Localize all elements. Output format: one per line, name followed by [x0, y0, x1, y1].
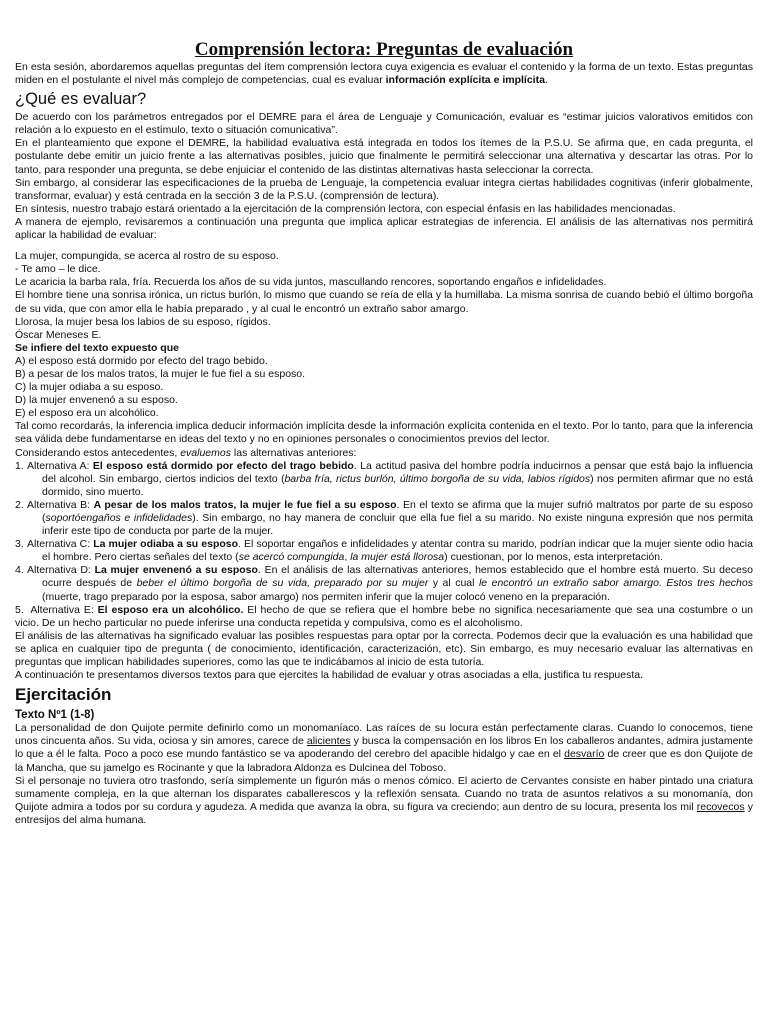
list-item: 2. Alternativa B: A pesar de los malos tratos, la mujer le fue fiel a su esposo. En el texto se afirma que la mujer sufrió maltratos por parte de su esposo (soportóengaños e infidelidades). Sin embargo, no hay manera de concluir que ella fue fiel a su marido. No existe ninguna expresión que nos permita inferir este tipo de conducta por parte de la mujer.: [15, 498, 753, 538]
story-line: - Te amo – le dice.: [15, 263, 101, 276]
question-option: E) el esposo era un alcohólico.: [15, 407, 159, 420]
story-line: La mujer, compungida, se acerca al rostro de su esposo.: [15, 250, 279, 263]
section-heading-ejercitacion: Ejercitación: [15, 685, 112, 705]
exercise-paragraph-2: Si el personaje no tuviera otro trasfondo, sería simplemente un figurón más o menos cómico. El acierto de Cervantes consiste en haber pintado una criatura sumamente compleja, en la que alternan los disparates caballerescos y la reflexión sensata. Cuando no trata de asuntos relativos a su monomanía, don Quijote admira a todos por su cordura y agudeza. A medida que avanza la obra, su figura va creciendo; aun dentro de su locura, presenta los mil recovecos y entresijos del alma humana.: [15, 774, 753, 826]
texto-label: Texto Nº1 (1-8): [15, 709, 95, 722]
section1-paragraph-3: Sin embargo, al considerar las especificaciones de la prueba de Lenguaje, la competencia evaluar integra ciertas habilidades cognitivas (inferir globalmente, transformar, evaluar) y está centrada en la sección 3 de la P.S.U. (comprensión de lectura).: [15, 176, 753, 202]
section1-paragraph-2: En el planteamiento que expone el DEMRE, la habilidad evaluativa está integrada en todos los ítemes de la P.S.U. Se afirma que, en cada pregunta, el postulante debe emitir un juicio frente a las alternativas posibles, juicio que finalmente le permitirá seleccionar una alternativa y descartar las otras. Por lo tanto, para responder una pregunta, se debe enjuiciar el contenido de las distintas alternativas hasta seleccionar la correcta.: [15, 137, 753, 176]
list-item: 5. Alternativa E: El esposo era un alcohólico. El hecho de que se refiera que el hombre bebe no significa necesariamente que sea una costumbre o un vicio. De un hecho particular no puede inferirse una conducta repetida y compulsiva, como es el alcoholismo.: [15, 603, 753, 629]
list-item: 1. Alternativa A: El esposo está dormido por efecto del trago bebido. La actitud pasiva del hombre podría inducirnos a pensar que está bajo la influencia del alcohol. Sin embargo, ciertos indicios del texto (barba fría, rictus burlón, último borgoña de su vida, labios rígidos) nos permiten afirmar que no está dormido, sino muerto.: [15, 459, 753, 498]
question-stem: Se infiere del texto expuesto que: [15, 341, 179, 354]
list-item: 3. Alternativa C: La mujer odiaba a su esposo. El soportar engaños e infidelidades y atentar contra su marido, podrían indicar que la mujer siente odio hacia el hombre. Pero ciertas señales del texto (se acercó compungida, la mujer está llorosa) cuestionan, por lo menos, esta interpretación.: [15, 538, 753, 564]
section1-paragraph-4: En síntesis, nuestro trabajo estará orientado a la ejercitación de la comprensión lectora, con especial énfasis en las habilidades mencionadas.: [15, 202, 676, 215]
story-block: [15, 250, 753, 342]
question-option: A) el esposo está dormido por efecto del trago bebido.: [15, 354, 268, 367]
page-title: Comprensión lectora: Preguntas de evaluación: [194, 39, 574, 60]
question-option: D) la mujer envenenó a su esposo.: [15, 394, 178, 407]
analysis-paragraph-3: El análisis de las alternativas ha significado evaluar las posibles respuestas para optar por la correcta. Podemos decir que la evaluación es una habilidad que se aplica en cualquier tipo de pregunta ( de conocimiento, identificación, caracterización, etc). Sin embargo, es muy necesario evaluar las alternativas en preguntas que implican habilidades superiores, como las que te indicábamos al inicio de esta tutoría.: [15, 629, 753, 669]
question-option: B) a pesar de los malos tratos, la mujer le fue fiel a su esposo.: [15, 367, 306, 380]
section-heading-evaluar: ¿Qué es evaluar?: [15, 90, 147, 109]
analysis-paragraph-1: Tal como recordarás, la inferencia implica deducir información implícita desde la información explícita contenida en el texto. Por lo tanto, para que la inferencia sea válida debe fundamentarse en ideas del texto y no en opiniones personales o conocimientos previos del lector.: [15, 420, 753, 446]
analysis-paragraph-2: Considerando estos antecedentes, evaluemos las alternativas anteriores:: [15, 446, 357, 459]
spacer: [15, 242, 753, 250]
exercise-paragraph-1: La personalidad de don Quijote permite definirlo como un monomaníaco. Las raíces de su locura están perfectamente claras. Cuando lo conocemos, tiene unos cincuenta años. Su vida, ociosa y sin amores, carece de alicientes y busca la compensación en los libros En los caballeros andantes, admira justamente lo que a él le falta. Poco a poco ese mundo fantástico se va apoderando del cerebro del apacible hidalgo y cae en el desvarío de creer que es don Quijote de la Mancha, que su jamelgo es Rocinante y que la labradora Aldonza es Dulcinea del Toboso.: [15, 722, 754, 774]
story-author: Óscar Meneses E.: [15, 328, 102, 341]
analysis-paragraph-4: A continuación te presentamos diversos textos para que ejercites la habilidad de evaluar y otras asociadas a ella, justifica tu respuesta.: [15, 669, 644, 682]
section1-paragraph-5: A manera de ejemplo, revisaremos a continuación una pregunta que implica aplicar estrategias de inferencia. El análisis de las alternativas nos permitirá aplicar la habilidad de evaluar:: [15, 215, 753, 242]
story-line: El hombre tiene una sonrisa irónica, un rictus burlón, lo mismo que cuando se reía de ella y la humillaba. La misma sonrisa de cuando bebió el último borgoña de su vida, que con amor ella le había preparado , y al cual le encontró un extraño sabor amargo.: [15, 289, 753, 315]
intro-paragraph: En esta sesión, abordaremos aquellas preguntas del ítem comprensión lectora cuya exigencia es evaluar el contenido y la forma de un texto. Estas preguntas miden en el postulante el nivel más complejo de competencias, cual es evaluar información explícita e implícita.: [15, 61, 753, 87]
question-block: [15, 342, 753, 421]
section1-paragraph-1: De acuerdo con los parámetros entregados por el DEMRE para el área de Lenguaje y Comunicación, evaluar es “estimar juicios valorativos emitidos con relación a lo expuesto en el estímulo, texto o situación comunicativa”.: [15, 111, 753, 137]
intro-bold: información explícita e implícita: [385, 74, 545, 87]
story-line: Le acaricia la barba rala, fría. Recuerda los años de su vida juntos, mascullando rencores, soportando engaños e infidelidades.: [15, 276, 607, 289]
question-option: C) la mujer odiaba a su esposo.: [15, 381, 164, 394]
alternatives-analysis-list: [15, 460, 753, 630]
story-line: Llorosa, la mujer besa los labios de su esposo, rígidos.: [15, 315, 271, 328]
list-item: 4. Alternativa D: La mujer envenenó a su esposo. En el análisis de las alternativas anteriores, hemos establecido que el hombre está muerto. Su deceso ocurre después de beber el último borgoña de su vida, preparado por su mujer y al cual le encontró un extraño sabor amargo. Estos tres hechos (muerte, trago preparado por la esposa, sabor amargo) nos permiten inferir que la mujer colocó veneno en la preparación.: [15, 564, 753, 603]
